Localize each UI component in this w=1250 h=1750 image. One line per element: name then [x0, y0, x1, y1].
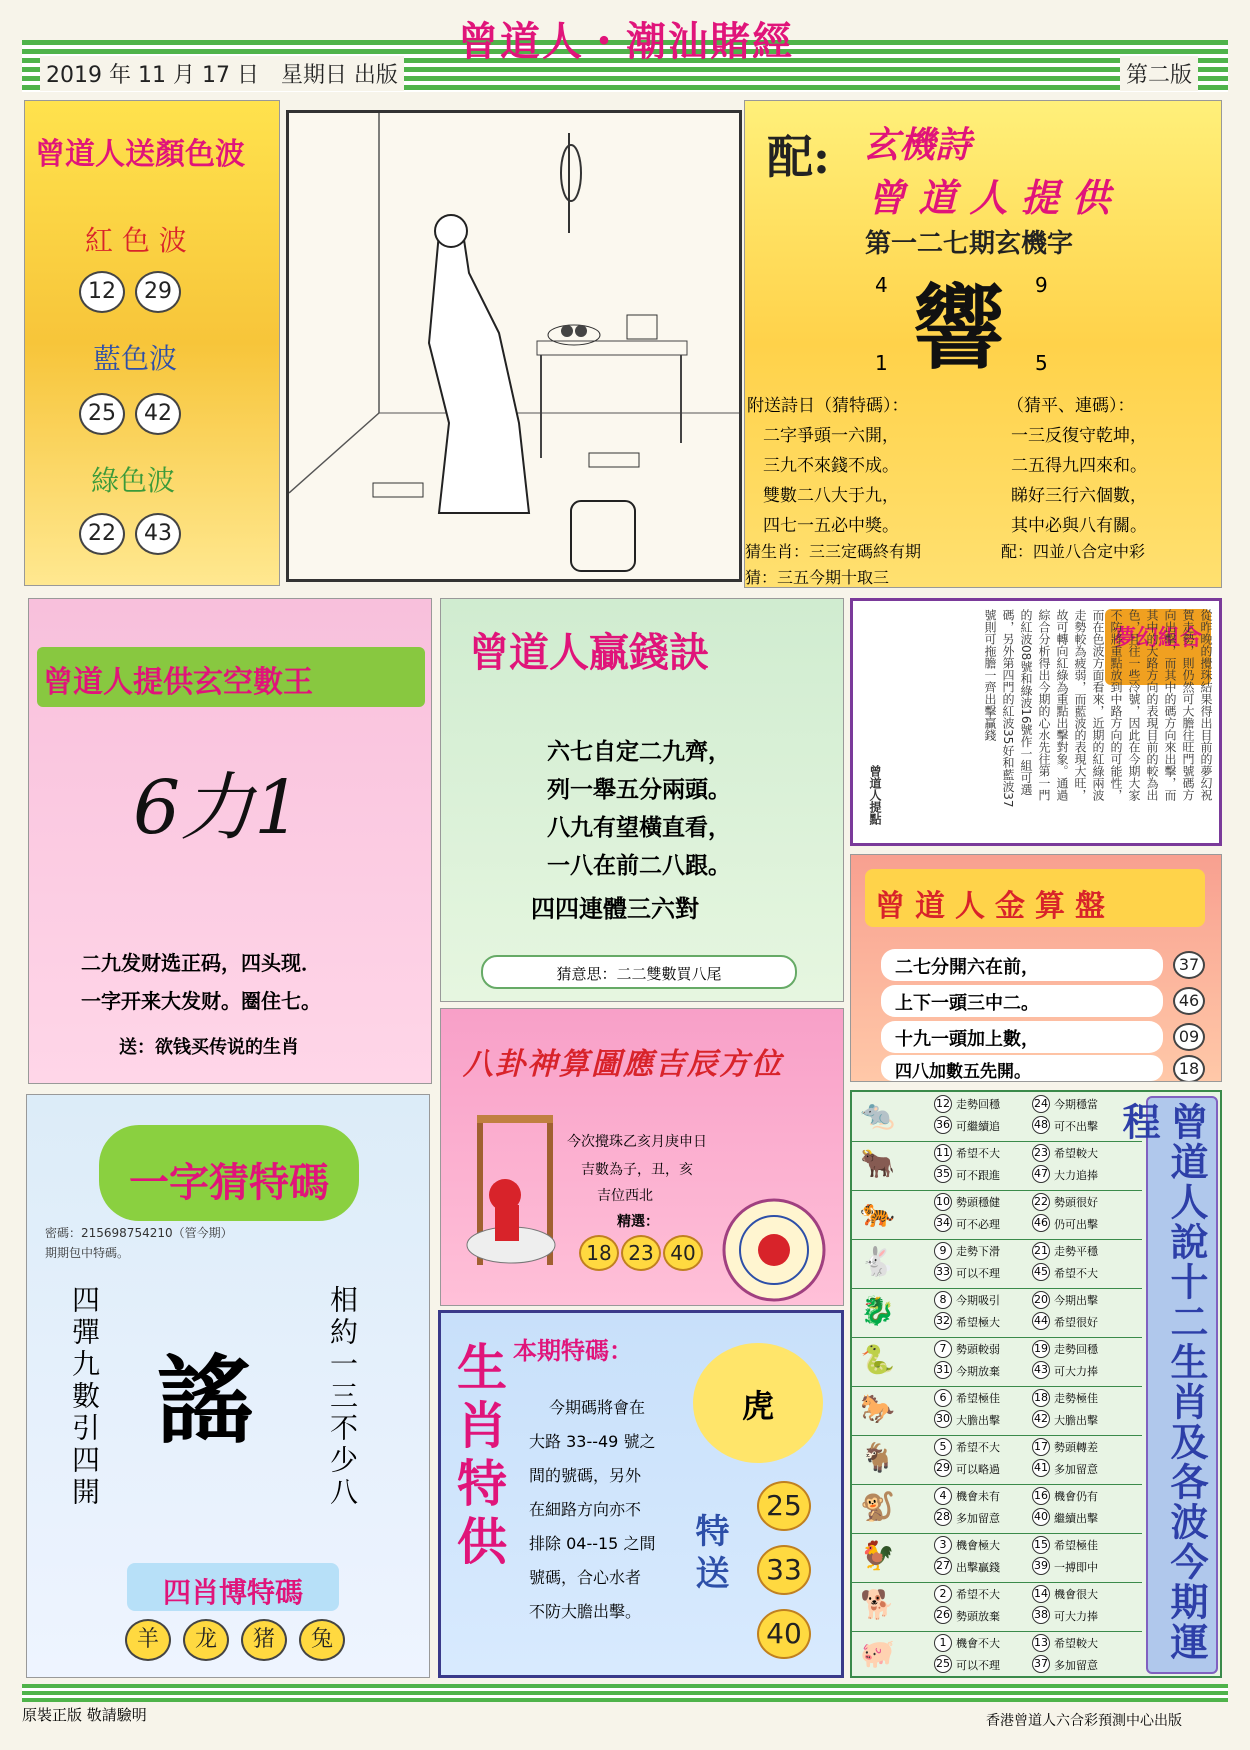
poem-panel — [744, 100, 1222, 588]
paper-title: 曾道人・潮汕賭經 — [458, 19, 794, 65]
zodiac-num: 44 — [1032, 1312, 1050, 1330]
xuankong-line-1: 二九发财选正码，四头现． — [81, 951, 321, 975]
abacus-num-1: 37 — [1173, 951, 1205, 979]
bagua-num-3: 40 — [663, 1235, 703, 1271]
bagua-line-2: 吉數為子，丑，亥 — [581, 1162, 693, 1178]
poem-num-tl: 4 — [875, 273, 888, 297]
zodiac-note: 走勢下滑 — [956, 1245, 1000, 1258]
bagua-select: 精選： — [617, 1214, 659, 1230]
zodiac-note: 勢頭較弱 — [956, 1343, 1000, 1356]
poem-num-bl: 1 — [875, 351, 888, 375]
bagua-wheel-icon — [719, 1195, 829, 1305]
zodiac-num: 33 — [934, 1263, 952, 1281]
onechar-panel — [26, 1094, 430, 1678]
poem-guess-zodiac: 猜生肖：三三定碼終有期 — [745, 542, 922, 561]
onechar-big-char: 謠 — [157, 1344, 253, 1457]
special-panel — [438, 1310, 844, 1678]
dream-text: 從昨晚的攪珠結果得出目前的夢幻祝賀走勢，則仍然可大膽往旺門號碼方向出擊，而其中的碼方向來出擊，而其中的大路方向的表現目前的較為出色，且往一些冷號，因此在今期大家不防將重點放到中路方向的可能性，而在色波方面看來，近期的紅綠兩波走勢較為疲弱，而藍波的表現大旺，故可轉向紅綠為重點出擊對象。通過綜合分析得出今期的心水先往第一門的紅波08號和綠波16號作一組可選碼，另外第四門的紅波35好和藍波37號則可拖膽一齊出擊贏錢 — [983, 609, 1213, 808]
zodiac-note: 仍可出擊 — [1054, 1218, 1098, 1231]
onechar-code: 密碼：215698754210（管今期） — [45, 1226, 233, 1240]
onechar-title: 一字猜特碼 — [99, 1125, 359, 1221]
abacus-panel — [850, 854, 1222, 1082]
zodiac-note: 今期穩當 — [1054, 1098, 1098, 1111]
zodiac-note: 可以不理 — [956, 1659, 1000, 1672]
zodiac-num: 1 — [934, 1634, 952, 1652]
abacus-row-3: 十九一頭加上數， — [881, 1021, 1163, 1053]
poem-left-head: 附送詩日（猜特碼）： — [747, 396, 909, 416]
win-extra: 四四連體三六對 — [531, 895, 699, 923]
special-num-3: 40 — [757, 1609, 811, 1659]
zodiac-num: 11 — [934, 1144, 952, 1162]
special-num-1: 25 — [757, 1481, 811, 1531]
poem-num-tr: 9 — [1035, 273, 1048, 297]
zodiac-note: 走勢平穩 — [1054, 1245, 1098, 1258]
zodiac-note: 可以略過 — [956, 1463, 1000, 1476]
special-line-7: 不防大膽出擊。 — [529, 1602, 642, 1621]
zodiac-note: 希望不大 — [956, 1588, 1000, 1601]
zodiac-note: 大力追捧 — [1054, 1169, 1098, 1182]
xuankong-line-3: 送：欲钱买传说的生肖 — [119, 1037, 299, 1058]
horse-icon: 🐎 — [860, 1392, 895, 1425]
zodiac-note: 勢頭很好 — [1054, 1196, 1098, 1209]
zodiac-num: 9 — [934, 1242, 952, 1260]
zodiac-note: 多加留意 — [1054, 1463, 1098, 1476]
zodiac-note: 希望較大 — [1054, 1147, 1098, 1160]
zodiac-row — [852, 1386, 1142, 1436]
onechar-right-column: 相約一三不少八 — [326, 1285, 359, 1509]
zodiac-num: 23 — [1032, 1144, 1050, 1162]
zodiac-num: 8 — [934, 1291, 952, 1309]
poem-heading: 玄機詩 — [863, 125, 972, 166]
tiger-icon: 🐅 — [860, 1196, 895, 1229]
zodiac-note: 機會不大 — [956, 1637, 1000, 1650]
monkey-icon: 🐒 — [860, 1490, 895, 1523]
zodiac-row — [852, 1239, 1142, 1289]
bagua-num-2: 23 — [621, 1235, 661, 1271]
poem-left-line-1: 二字爭頭一六開， — [763, 426, 899, 446]
zodiac-num: 20 — [1032, 1291, 1050, 1309]
special-line-2: 大路 33--49 號之 — [529, 1432, 656, 1451]
zodiac-row — [852, 1631, 1142, 1678]
zodiac-note: 希望極大 — [956, 1316, 1000, 1329]
zodiac-num: 48 — [1032, 1116, 1050, 1134]
zodiac-num: 28 — [934, 1508, 952, 1526]
zodiac-note: 機會很大 — [1054, 1588, 1098, 1601]
zodiac-note: 今期吸引 — [956, 1294, 1000, 1307]
zodiac-num: 19 — [1032, 1340, 1050, 1358]
red-ball-1: 12 — [79, 271, 125, 313]
zodiac-note: 勢頭放棄 — [956, 1610, 1000, 1623]
abacus-num-2: 46 — [1173, 987, 1205, 1015]
zodiac-row — [852, 1582, 1142, 1632]
zodiac-num: 25 — [934, 1655, 952, 1673]
bagua-line-3: 吉位西北 — [597, 1188, 653, 1204]
zodiac-note: 大膽出擊 — [956, 1414, 1000, 1427]
green-wave-label: 綠色波 — [91, 464, 176, 497]
zodiac-num: 10 — [934, 1193, 952, 1211]
poem-pei: 配: — [767, 130, 830, 184]
zodiac-note: 可大力捧 — [1054, 1610, 1098, 1623]
xuankong-title: 曾道人提供玄空數王 — [37, 647, 425, 707]
zodiac-num: 4 — [934, 1487, 952, 1505]
zodiac-num: 40 — [1032, 1508, 1050, 1526]
footer-right: 香港曾道人六合彩預測中心出版 — [986, 1713, 1182, 1729]
zodiac-num: 38 — [1032, 1606, 1050, 1624]
win-title: 曾道人贏錢訣 — [469, 630, 709, 676]
rabbit-icon: 🐇 — [860, 1245, 895, 1278]
zodiac-note: 今期放棄 — [956, 1365, 1000, 1378]
zodiac-row — [852, 1533, 1142, 1583]
four-zodiac-1: 羊 — [125, 1619, 171, 1661]
zodiac-num: 6 — [934, 1389, 952, 1407]
footer-stripe — [22, 1684, 1228, 1702]
zodiac-note: 出擊贏錢 — [956, 1561, 1000, 1574]
win-hint: 猜意思：二二雙數買八尾 — [481, 955, 797, 989]
zodiac-num: 32 — [934, 1312, 952, 1330]
poem-issue: 第一二七期玄機字 — [865, 229, 1074, 259]
blue-ball-1: 25 — [79, 393, 125, 435]
four-zodiac-2: 龙 — [183, 1619, 229, 1661]
abacus-row-4: 四八加數五先開。 — [881, 1055, 1163, 1081]
special-line-5: 排除 04--15 之間 — [529, 1534, 656, 1553]
zodiac-num: 45 — [1032, 1263, 1050, 1281]
handwritten-number: 6力1 — [133, 765, 302, 851]
zodiac-num: 12 — [934, 1095, 952, 1113]
zodiac-note: 可不跟進 — [956, 1169, 1000, 1182]
poem-right-line-2: 二五得九四來和。 — [1011, 456, 1147, 476]
zodiac-note: 希望較大 — [1054, 1637, 1098, 1650]
zodiac-row — [852, 1435, 1142, 1485]
green-ball-1: 22 — [79, 513, 125, 555]
special-send: 特送 — [689, 1513, 729, 1597]
red-wave-label: 紅 色 波 — [85, 224, 187, 257]
green-ball-2: 43 — [135, 513, 181, 555]
poem-left-line-4: 四七一五必中獎。 — [763, 516, 899, 536]
publish-date: 2019 年 11 月 17 日 星期日 出版 — [40, 56, 404, 91]
special-num-2: 33 — [757, 1545, 811, 1595]
zodiac-note: 一搏即中 — [1054, 1561, 1098, 1574]
zodiac-note: 機會未有 — [956, 1490, 1000, 1503]
pig-icon: 🐖 — [860, 1637, 895, 1670]
zodiac-num: 26 — [934, 1606, 952, 1624]
zodiac-num: 3 — [934, 1536, 952, 1554]
zodiac-num: 18 — [1032, 1389, 1050, 1407]
rooster-icon: 🐓 — [860, 1539, 895, 1572]
zodiac-num: 22 — [1032, 1193, 1050, 1211]
zodiac-num: 47 — [1032, 1165, 1050, 1183]
poem-right-line-4: 其中必與八有關。 — [1011, 516, 1147, 536]
rat-icon: 🐀 — [860, 1098, 895, 1131]
zodiac-num: 2 — [934, 1585, 952, 1603]
zodiac-num: 37 — [1032, 1655, 1050, 1673]
zodiac-row — [852, 1288, 1142, 1338]
edition-label: 第二版 — [1120, 56, 1198, 91]
zodiac-note: 可以不理 — [956, 1267, 1000, 1280]
dream-title: 夢幻組合 — [1105, 609, 1211, 685]
xuankong-line-2: 一字开来大发财。圈住七。 — [81, 989, 321, 1013]
zodiac-num: 36 — [934, 1116, 952, 1134]
zodiac-num: 7 — [934, 1340, 952, 1358]
poem-big-char: 響 — [913, 274, 1006, 382]
win-line-4: 一八在前二八跟。 — [547, 853, 731, 879]
bagua-panel — [440, 1008, 844, 1306]
zodiac-num: 15 — [1032, 1536, 1050, 1554]
zodiac-table — [850, 1090, 1222, 1678]
footer-left: 原裝正版 敬請驗明 — [22, 1706, 147, 1724]
goat-icon: 🐐 — [860, 1441, 895, 1474]
zodiac-num: 35 — [934, 1165, 952, 1183]
special-line-1: 今期碼將會在 — [549, 1398, 646, 1417]
abacus-num-4: 18 — [1173, 1055, 1205, 1082]
zodiac-rows — [852, 1092, 1142, 1678]
special-line-3: 間的號碼，另外 — [529, 1466, 642, 1485]
special-line-6: 號碼，合心水者 — [529, 1568, 642, 1587]
poem-right-line-1: 一三反復守乾坤， — [1011, 426, 1147, 446]
zodiac-note: 多加留意 — [956, 1512, 1000, 1525]
zodiac-num: 27 — [934, 1557, 952, 1575]
zodiac-note: 今期出擊 — [1054, 1294, 1098, 1307]
poem-left-line-3: 雙數二八大于九， — [763, 486, 899, 506]
zodiac-num: 14 — [1032, 1585, 1050, 1603]
win-line-1: 六七自定二九齊， — [547, 739, 731, 765]
four-zodiac-title: 四肖博特碼 — [127, 1563, 339, 1611]
color-wave-panel — [24, 100, 280, 586]
zodiac-note: 走勢回穩 — [956, 1098, 1000, 1111]
win-panel — [440, 598, 844, 1002]
zodiac-note: 可不出擊 — [1054, 1120, 1098, 1133]
four-zodiac-4: 兔 — [299, 1619, 345, 1661]
blue-ball-2: 42 — [135, 393, 181, 435]
zodiac-row — [852, 1337, 1142, 1387]
zodiac-num: 21 — [1032, 1242, 1050, 1260]
zodiac-num: 31 — [934, 1361, 952, 1379]
bagua-line-1: 今次攪珠乙亥月庚申日 — [567, 1134, 707, 1150]
sage-figure-drawing — [289, 113, 739, 579]
zodiac-row — [852, 1092, 1142, 1142]
abacus-row-1: 二七分開六在前， — [881, 949, 1163, 981]
zodiac-note: 勢頭穩健 — [956, 1196, 1000, 1209]
abacus-row-2: 上下一頭三中二。 — [881, 985, 1163, 1017]
special-line-4: 在細路方向亦不 — [529, 1500, 642, 1519]
zodiac-side-title: 曾道人說十二生肖及各波今期運程 — [1116, 1102, 1208, 1662]
special-title: 本期特碼： — [513, 1337, 633, 1365]
abacus-num-3: 09 — [1173, 1023, 1205, 1051]
zodiac-num: 34 — [934, 1214, 952, 1232]
zodiac-note: 走勢回穩 — [1054, 1343, 1098, 1356]
zodiac-note: 機會仍有 — [1054, 1490, 1098, 1503]
zodiac-note: 可不必理 — [956, 1218, 1000, 1231]
zodiac-note: 大膽出擊 — [1054, 1414, 1098, 1427]
zodiac-num: 42 — [1032, 1410, 1050, 1428]
zodiac-row — [852, 1141, 1142, 1191]
zodiac-note: 希望極佳 — [956, 1392, 1000, 1405]
zodiac-note: 走勢極佳 — [1054, 1392, 1098, 1405]
zodiac-row — [852, 1484, 1142, 1534]
bagua-num-1: 18 — [579, 1235, 619, 1271]
zodiac-num: 13 — [1032, 1634, 1050, 1652]
dog-icon: 🐕 — [860, 1588, 895, 1621]
zodiac-note: 希望不大 — [956, 1147, 1000, 1160]
zodiac-note: 繼續出擊 — [1054, 1512, 1098, 1525]
zodiac-note: 希望不大 — [1054, 1267, 1098, 1280]
zodiac-num: 5 — [934, 1438, 952, 1456]
warrior-on-horse-icon — [447, 1105, 575, 1295]
onechar-code-2: 期期包中特碼。 — [45, 1246, 130, 1260]
dream-signature: 曾道人提點 — [868, 765, 882, 825]
zodiac-num: 46 — [1032, 1214, 1050, 1232]
zodiac-note: 勢頭轉差 — [1054, 1441, 1098, 1454]
poem-pei-line: 配：四並八合定中彩 — [1001, 542, 1146, 561]
zodiac-row — [852, 1190, 1142, 1240]
poem-left-line-2: 三九不來錢不成。 — [763, 456, 899, 476]
zodiac-num: 41 — [1032, 1459, 1050, 1477]
poem-num-br: 5 — [1035, 351, 1048, 375]
bagua-title: 八卦神算圖應吉辰方位 — [463, 1047, 783, 1082]
special-zodiac: 虎 — [693, 1343, 823, 1463]
zodiac-num: 29 — [934, 1459, 952, 1477]
win-line-3: 八九有望橫直看， — [547, 815, 731, 841]
xuankong-panel — [28, 598, 432, 1084]
zodiac-num: 43 — [1032, 1361, 1050, 1379]
zodiac-note: 希望極佳 — [1054, 1539, 1098, 1552]
zodiac-note: 機會極大 — [956, 1539, 1000, 1552]
poem-guess: 猜：三五今期十取三 — [745, 568, 890, 587]
poem-right-head: （猜平、連碼）： — [1007, 396, 1135, 416]
zodiac-note: 可繼續追 — [956, 1120, 1000, 1133]
zodiac-note: 可大力捧 — [1054, 1365, 1098, 1378]
four-zodiac-3: 猪 — [241, 1619, 287, 1661]
color-wave-title: 曾道人送顏色波 — [35, 137, 245, 172]
zodiac-note: 希望不大 — [956, 1441, 1000, 1454]
special-side-title: 生肖特供 — [449, 1341, 507, 1573]
onechar-left-column: 四彈九數引四開 — [68, 1285, 101, 1509]
ox-icon: 🐂 — [860, 1147, 895, 1180]
zodiac-note: 多加留意 — [1054, 1659, 1098, 1672]
dragon-icon: 🐉 — [860, 1294, 895, 1327]
zodiac-num: 16 — [1032, 1487, 1050, 1505]
zodiac-note: 希望很好 — [1054, 1316, 1098, 1329]
red-ball-2: 29 — [135, 271, 181, 313]
sage-illustration — [286, 110, 742, 582]
win-line-2: 列一舉五分兩頭。 — [547, 777, 731, 803]
zodiac-num: 17 — [1032, 1438, 1050, 1456]
zodiac-num: 24 — [1032, 1095, 1050, 1113]
poem-right-line-3: 睇好三行六個數， — [1011, 486, 1147, 506]
dream-panel — [850, 598, 1222, 846]
abacus-title: 曾道人金算盤 — [865, 869, 1205, 927]
zodiac-num: 30 — [934, 1410, 952, 1428]
blue-wave-label: 藍色波 — [93, 342, 178, 375]
snake-icon: 🐍 — [860, 1343, 895, 1376]
zodiac-num: 39 — [1032, 1557, 1050, 1575]
poem-provider: 曾 道 人 提 供 — [867, 176, 1110, 220]
